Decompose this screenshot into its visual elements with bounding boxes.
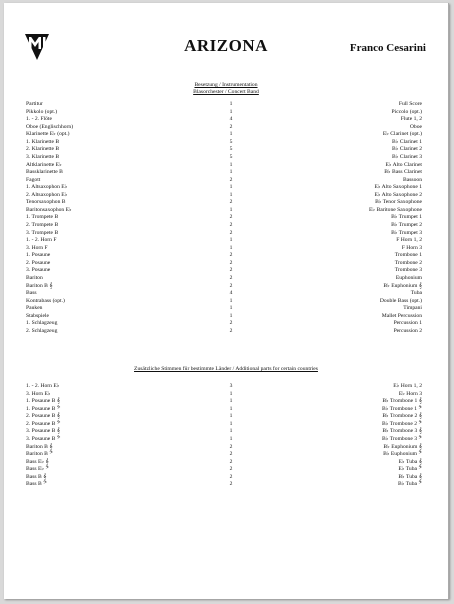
additional-parts-list <box>26 383 422 489</box>
part-row <box>26 459 422 467</box>
part-name-english: E♭ Horn 1, 2 <box>393 383 422 389</box>
part-name-english: Bassoon <box>403 176 422 183</box>
part-row <box>26 139 422 147</box>
part-quantity: 2 <box>229 466 233 473</box>
part-name-german: Bariton B 𝄞 <box>26 443 53 450</box>
part-quantity: 3 <box>229 383 233 389</box>
part-quantity: 5 <box>229 153 233 160</box>
part-name-english: Tuba <box>410 290 422 297</box>
part-quantity: 1 <box>229 405 233 412</box>
part-quantity: 2 <box>229 481 233 488</box>
instrumentation-heading <box>4 82 448 96</box>
part-row <box>26 252 422 260</box>
part-quantity: 1 <box>229 101 233 107</box>
part-name-german: 1. - 2. Horn E♭ <box>26 383 60 389</box>
instrumentation-list <box>26 101 422 335</box>
part-name-german: 3. Posaune B 𝄞 <box>26 428 61 435</box>
part-name-german: 1. - 2. Horn F <box>26 237 57 244</box>
part-name-german: 1. Posaune B 𝄞 <box>26 398 61 405</box>
part-quantity: 1 <box>229 428 233 435</box>
part-name-german: 1. Schlagzeug <box>26 320 58 327</box>
part-row <box>26 199 422 207</box>
part-name-english: B♭ Tuba 𝄞 <box>398 473 422 480</box>
part-name-english: B♭ Trombone 3 𝄞 <box>382 428 422 435</box>
part-quantity: 1 <box>229 312 233 319</box>
instrumentation-title: Besetzung / Instrumentation <box>194 82 258 88</box>
part-name-german: 3. Klarinette B <box>26 153 60 160</box>
part-name-english: F Horn 1, 2 <box>396 237 422 244</box>
part-row <box>26 481 422 489</box>
part-name-german: Bariton B 𝄢 <box>26 451 53 458</box>
part-name-english: E♭ Alto Saxophone 2 <box>374 191 422 198</box>
part-name-english: B♭ Bass Clarinet <box>384 169 422 176</box>
part-name-english: E♭ Alto Saxophone 1 <box>374 184 422 191</box>
part-quantity: 2 <box>229 199 233 206</box>
part-row <box>26 428 422 436</box>
part-name-german: 1. - 2. Flöte <box>26 116 52 123</box>
part-row <box>26 146 422 154</box>
part-row <box>26 222 422 230</box>
part-quantity: 2 <box>229 320 233 327</box>
part-quantity: 2 <box>229 259 233 266</box>
part-name-english: Mallet Percussion <box>381 312 422 319</box>
part-name-german: Pikkolo (opt.) <box>26 108 58 115</box>
part-name-german: Stabspiele <box>26 312 49 319</box>
part-quantity: 1 <box>229 413 233 420</box>
part-name-german: Klarinette E♭ (opt.) <box>26 131 70 138</box>
part-quantity: 1 <box>229 169 233 176</box>
composer-name: Franco Cesarini <box>349 42 426 54</box>
part-row <box>26 474 422 482</box>
part-name-german: Fagott <box>26 176 41 183</box>
part-name-german: Baritonsaxophon E♭ <box>26 206 72 213</box>
part-row <box>26 413 422 421</box>
part-quantity: 2 <box>229 267 233 274</box>
part-name-german: Bariton B 𝄞 <box>26 282 53 289</box>
part-row <box>26 245 422 253</box>
part-name-german: Pauken <box>26 305 43 312</box>
part-name-english: B♭ Trumpet 3 <box>391 229 422 236</box>
part-quantity: 1 <box>229 206 233 213</box>
part-quantity: 5 <box>229 146 233 153</box>
part-name-german: Altklarinette E♭ <box>26 161 62 168</box>
part-row <box>26 444 422 452</box>
part-quantity: 1 <box>229 161 233 168</box>
part-quantity: 2 <box>229 327 233 334</box>
part-name-english: B♭ Euphonium 𝄞 <box>383 282 422 289</box>
piece-title: ARIZONA <box>184 36 268 55</box>
part-row <box>26 116 422 124</box>
part-name-english: Flute 1, 2 <box>400 116 422 123</box>
part-name-german: 3. Posaune B 𝄢 <box>26 435 61 442</box>
part-row <box>26 313 422 321</box>
part-quantity: 2 <box>229 229 233 236</box>
part-quantity: 1 <box>229 191 233 198</box>
part-row <box>26 421 422 429</box>
part-name-english: Piccolo (opt.) <box>391 108 422 115</box>
part-name-german: 1. Klarinette B <box>26 138 60 145</box>
part-name-german: Bass B 𝄢 <box>26 481 47 488</box>
part-name-german: 1. Altsaxophon E♭ <box>26 184 68 191</box>
part-quantity: 1 <box>229 237 233 244</box>
part-row <box>26 177 422 185</box>
part-quantity: 5 <box>229 138 233 145</box>
part-row <box>26 290 422 298</box>
part-name-german: 2. Trompete B <box>26 222 59 228</box>
part-name-english: Double Bass (opt.) <box>379 297 422 304</box>
part-quantity: 2 <box>229 458 233 465</box>
part-row <box>26 184 422 192</box>
part-name-german: 2. Altsaxophon E♭ <box>26 191 68 198</box>
part-name-german: 3. Trompete B <box>26 229 59 236</box>
part-name-german: 1. Trompete B <box>26 214 59 221</box>
additional-parts-heading <box>4 366 448 373</box>
part-name-english: B♭ Euphonium 𝄢 <box>383 451 422 458</box>
part-name-german: Tenorsaxophon B <box>26 199 66 206</box>
part-name-german: 2. Posaune B 𝄢 <box>26 420 61 427</box>
part-quantity: 4 <box>229 116 233 123</box>
part-row <box>26 162 422 170</box>
part-quantity: 2 <box>229 252 233 259</box>
part-name-german: 1. Posaune B 𝄢 <box>26 405 61 412</box>
score-page <box>4 3 449 599</box>
part-quantity: 1 <box>229 131 233 138</box>
part-row <box>26 305 422 313</box>
part-name-english: B♭ Clarinet 3 <box>392 153 422 160</box>
part-row <box>26 237 422 245</box>
part-name-english: Trombone 1 <box>394 252 422 259</box>
part-quantity: 1 <box>229 108 233 115</box>
part-quantity: 2 <box>229 123 233 130</box>
part-row <box>26 466 422 474</box>
part-quantity: 2 <box>229 214 233 221</box>
additional-parts-title: Zusätzliche Stimmen für bestimmte Länder / Additional parts for certain countries <box>134 366 318 372</box>
part-name-german: Bass <box>26 290 37 297</box>
part-row <box>26 109 422 117</box>
part-row <box>26 131 422 139</box>
part-name-english: B♭ Trombone 3 𝄢 <box>382 435 422 442</box>
part-name-english: Trombone 2 <box>394 259 422 266</box>
part-quantity: 1 <box>229 398 233 405</box>
part-name-german: 3. Posaune <box>26 267 51 274</box>
part-name-german: Bassklarinette B <box>26 169 63 176</box>
part-name-english: E♭ Baritone Saxophone <box>369 206 422 213</box>
part-row <box>26 214 422 222</box>
part-name-english: B♭ Trumpet 1 <box>391 214 422 221</box>
part-row <box>26 230 422 238</box>
part-row <box>26 124 422 132</box>
part-row <box>26 451 422 459</box>
part-quantity: 2 <box>229 282 233 289</box>
part-row <box>26 275 422 283</box>
part-name-german: 2. Posaune B 𝄞 <box>26 413 61 420</box>
part-name-german: 1. Posaune <box>26 252 51 259</box>
part-quantity: 4 <box>229 290 233 297</box>
part-name-english: B♭ Clarinet 1 <box>392 138 422 145</box>
part-quantity: 1 <box>229 390 233 397</box>
part-name-english: Timpani <box>403 305 422 312</box>
part-name-english: B♭ Euphonium 𝄞 <box>383 443 422 450</box>
part-quantity: 1 <box>229 297 233 304</box>
part-quantity: 1 <box>229 435 233 442</box>
part-name-english: B♭ Tenor Saxophone <box>375 199 422 206</box>
part-name-english: Oboe <box>409 123 422 130</box>
part-name-english: E♭ Alto Clarinet <box>385 161 422 168</box>
part-quantity: 2 <box>229 222 233 228</box>
part-row <box>26 391 422 399</box>
part-name-english: B♭ Trombone 1 𝄢 <box>382 405 422 412</box>
part-name-english: F Horn 3 <box>401 244 422 251</box>
part-name-german: 2. Posaune <box>26 259 51 266</box>
part-name-german: Bass B 𝄞 <box>26 473 47 480</box>
part-name-english: B♭ Tuba 𝄢 <box>398 481 422 488</box>
part-name-german: 3. Horn F <box>26 244 48 251</box>
part-quantity: 1 <box>229 305 233 312</box>
part-row <box>26 101 422 109</box>
part-name-german: Bariton <box>26 274 43 281</box>
part-row <box>26 320 422 328</box>
part-name-german: Oboe (Englischhorn) <box>26 123 74 130</box>
part-name-english: B♭ Trombone 1 𝄞 <box>382 398 422 405</box>
part-name-english: B♭ Trombone 2 𝄞 <box>382 413 422 420</box>
part-row <box>26 328 422 336</box>
part-name-german: Partitur <box>26 101 43 107</box>
ensemble-type: Blasorchester / Concert Band <box>193 89 259 95</box>
part-quantity: 2 <box>229 176 233 183</box>
part-name-english: E♭ Tuba 𝄞 <box>398 458 422 465</box>
part-row <box>26 260 422 268</box>
part-name-english: Euphonium <box>395 274 422 281</box>
part-quantity: 1 <box>229 244 233 251</box>
part-quantity: 1 <box>229 420 233 427</box>
part-row <box>26 192 422 200</box>
part-name-german: 3. Horn E♭ <box>26 390 51 397</box>
part-name-german: 2. Schlagzeug <box>26 327 58 334</box>
part-quantity: 1 <box>229 184 233 191</box>
part-quantity: 2 <box>229 443 233 450</box>
part-name-english: B♭ Trumpet 2 <box>391 222 422 228</box>
part-row <box>26 169 422 177</box>
part-row <box>26 398 422 406</box>
part-name-english: Full Score <box>398 101 422 107</box>
part-name-english: E♭ Clarinet (opt.) <box>382 131 422 138</box>
part-row <box>26 406 422 414</box>
part-name-english: Percussion 1 <box>393 320 422 327</box>
part-name-german: 2. Klarinette B <box>26 146 60 153</box>
part-row <box>26 267 422 275</box>
part-quantity: 2 <box>229 451 233 458</box>
part-name-german: Kontrabass (opt.) <box>26 297 65 304</box>
part-row <box>26 154 422 162</box>
part-quantity: 2 <box>229 473 233 480</box>
part-row <box>26 283 422 291</box>
part-name-english: E♭ Horn 3 <box>398 390 422 397</box>
part-row <box>26 436 422 444</box>
part-row <box>26 298 422 306</box>
part-name-english: Percussion 2 <box>393 327 422 334</box>
part-row <box>26 383 422 391</box>
part-name-english: E♭ Tuba 𝄢 <box>398 466 422 473</box>
part-name-english: B♭ Trombone 2 𝄢 <box>382 420 422 427</box>
part-name-english: B♭ Clarinet 2 <box>392 146 422 153</box>
part-name-german: Bass E♭ 𝄢 <box>26 466 50 473</box>
part-row <box>26 207 422 215</box>
part-quantity: 2 <box>229 274 233 281</box>
part-name-german: Bass E♭ 𝄞 <box>26 458 49 465</box>
part-name-english: Trombone 3 <box>394 267 422 274</box>
